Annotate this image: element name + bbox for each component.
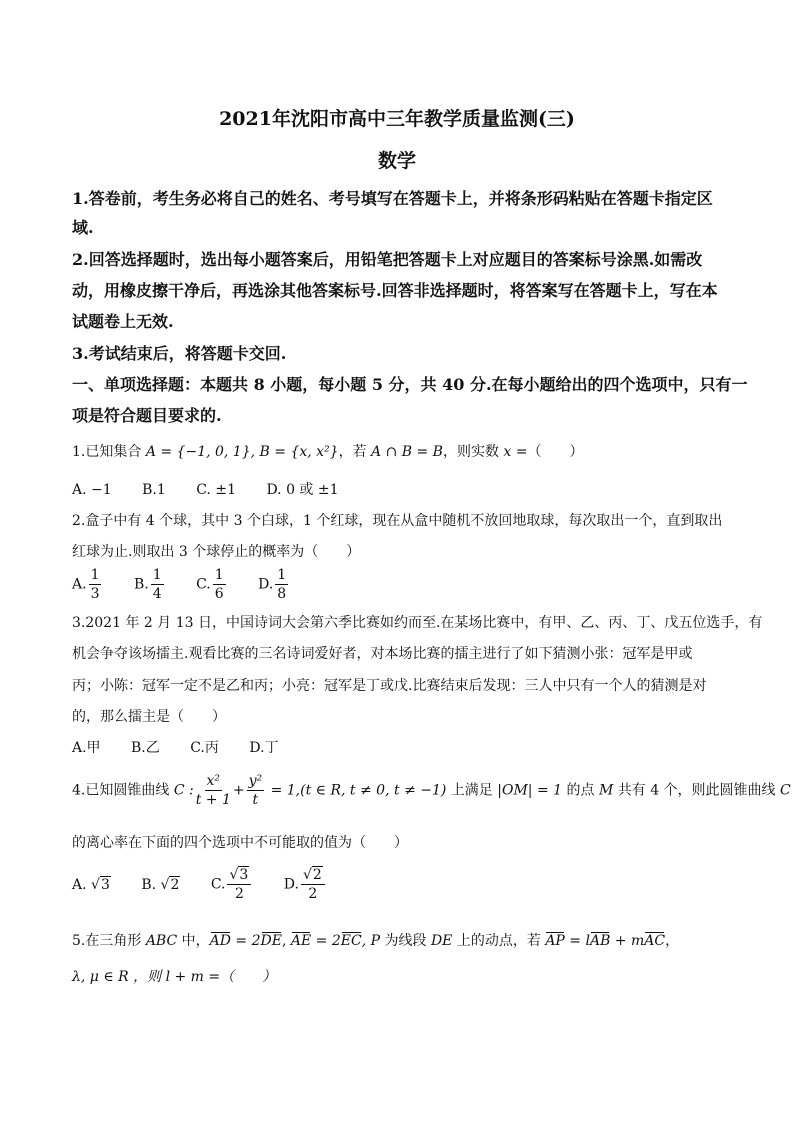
option-a: A. −1 bbox=[72, 482, 112, 498]
q1-options bbox=[72, 479, 722, 499]
option-a: A. √3 bbox=[72, 876, 110, 893]
q1-text: ，若 bbox=[338, 444, 372, 460]
question-1 bbox=[72, 441, 722, 461]
q1-text: ，则实数 bbox=[442, 444, 504, 460]
section-heading: 项是符合题目要求的. bbox=[72, 406, 222, 425]
option-a: A. $\frac{1}{3}$ bbox=[72, 567, 100, 602]
instruction-line: 域. bbox=[72, 218, 94, 237]
option-a: A.甲 bbox=[72, 740, 101, 756]
question-3: 丙；小陈：冠军一定不是乙和丙；小亮：冠军是丁或戊.比赛结束后发现：三人中只有一个人的猜测是对 bbox=[72, 678, 707, 694]
q1-set-b: , B = {x, x²} bbox=[250, 444, 339, 460]
question-4: 的离心率在下面的四个选项中不可能取的值为（ ） bbox=[72, 835, 408, 851]
option-c: C. ±1 bbox=[196, 482, 236, 498]
option-c: C. $\frac{1}{6}$ bbox=[196, 567, 224, 602]
vector-de: DE bbox=[260, 933, 282, 949]
option-d: D. 0 或 ±1 bbox=[266, 482, 339, 498]
question-3: 3.2021 年 2 月 13 日，中国诗词大会第六季比赛如约而至.在某场比赛中，有甲、乙、丙、丁、戊五位选手，有 bbox=[72, 615, 763, 631]
q4-options bbox=[72, 866, 722, 903]
option-b: B. $\frac{1}{4}$ bbox=[133, 567, 162, 602]
section-heading: 一、单项选择题：本题共 8 小题，每小题 5 分，共 40 分.在每小题给出的四个选项中，只有一 bbox=[72, 375, 748, 394]
option-d: D. $\frac{√2}{2}$ bbox=[284, 866, 327, 903]
option-b: B.乙 bbox=[131, 740, 160, 756]
q1-set-a: A = {−1, 0, 1} bbox=[145, 444, 251, 460]
option-d: D. $\frac{1}{8}$ bbox=[258, 567, 287, 602]
question-2: 2.盒子中有 4 个球，其中 3 个白球，1 个红球，现在从盒中随机不放回地取球，每次取出一个，直到取出 bbox=[72, 513, 723, 529]
option-b: B.1 bbox=[142, 482, 166, 498]
q1-text: 1.已知集合 bbox=[72, 444, 146, 460]
option-b: B. √2 bbox=[141, 876, 180, 893]
q4-fraction-x: $\frac{\text{x²}}{t + 1}$ bbox=[195, 773, 231, 808]
vector-ec: EC bbox=[340, 933, 362, 949]
vector-ap: AP bbox=[545, 933, 565, 949]
vector-ad: AD bbox=[209, 933, 231, 949]
vector-ab: AB bbox=[589, 933, 611, 949]
subject-heading: 数学 bbox=[377, 150, 416, 172]
instruction-line: 1.答卷前，考生务必将自己的姓名、考号填写在答题卡上，并将条形码粘贴在答题卡指定区 bbox=[72, 189, 713, 208]
option-c: C.丙 bbox=[190, 740, 219, 756]
instruction-line: 2.回答选择题时，选出每小题答案后，用铅笔把答题卡上对应题目的答案标号涂黑.如需改 bbox=[72, 250, 703, 269]
q3-options bbox=[72, 737, 722, 757]
question-5: 5.在三角形 ABC 中，AD = 2DE, AE = 2EC, P 为线段 DE 上的动点，若 AP = lAB + mAC， bbox=[72, 933, 680, 949]
vector-ae: AE bbox=[290, 933, 312, 949]
question-2: 红球为止.则取出 3 个球停止的概率为（ ） bbox=[72, 544, 361, 560]
vector-ac: AC bbox=[644, 933, 666, 949]
q2-options bbox=[72, 566, 722, 603]
question-5: λ, μ ∈ R ，则 l + m =（ ） bbox=[72, 969, 277, 985]
q1-condition: A ∩ B = B bbox=[371, 444, 443, 460]
q1-text: =（ ） bbox=[511, 444, 584, 460]
question-3: 机会争夺该场擂主.观看比赛的三名诗词爱好者，对本场比赛的擂主进行了如下猜测小张：冠军是甲或 bbox=[72, 646, 693, 662]
question-3: 的，那么擂主是（ ） bbox=[72, 709, 226, 725]
instruction-line: 试题卷上无效. bbox=[72, 312, 174, 331]
question-4: 4.已知圆锥曲线 C : $\frac{\text{x²}}{t + 1}$ + $\frac{\text{y²}}{t}$ = 1,(t ∈ R, t ≠ 0, t ≠ −1) 上满足 |OM| = 1 的点 M 共有 4 个，则此圆锥曲线 C bbox=[72, 773, 791, 808]
option-c: C. $\frac{√3}{2}$ bbox=[211, 866, 254, 903]
q4-fraction-y: $\frac{\text{y²}}{t}$ bbox=[248, 773, 263, 808]
page-title: 2021年沈阳市高中三年教学质量监测(三) bbox=[219, 108, 575, 130]
q1-variable: x bbox=[503, 444, 512, 460]
instruction-line: 3.考试结束后，将答题卡交回. bbox=[72, 344, 287, 363]
option-d: D.丁 bbox=[249, 740, 279, 756]
instruction-line: 动，用橡皮擦干净后，再选涂其他答案标号.回答非选择题时，将答案写在答题卡上，写在本 bbox=[72, 281, 718, 300]
